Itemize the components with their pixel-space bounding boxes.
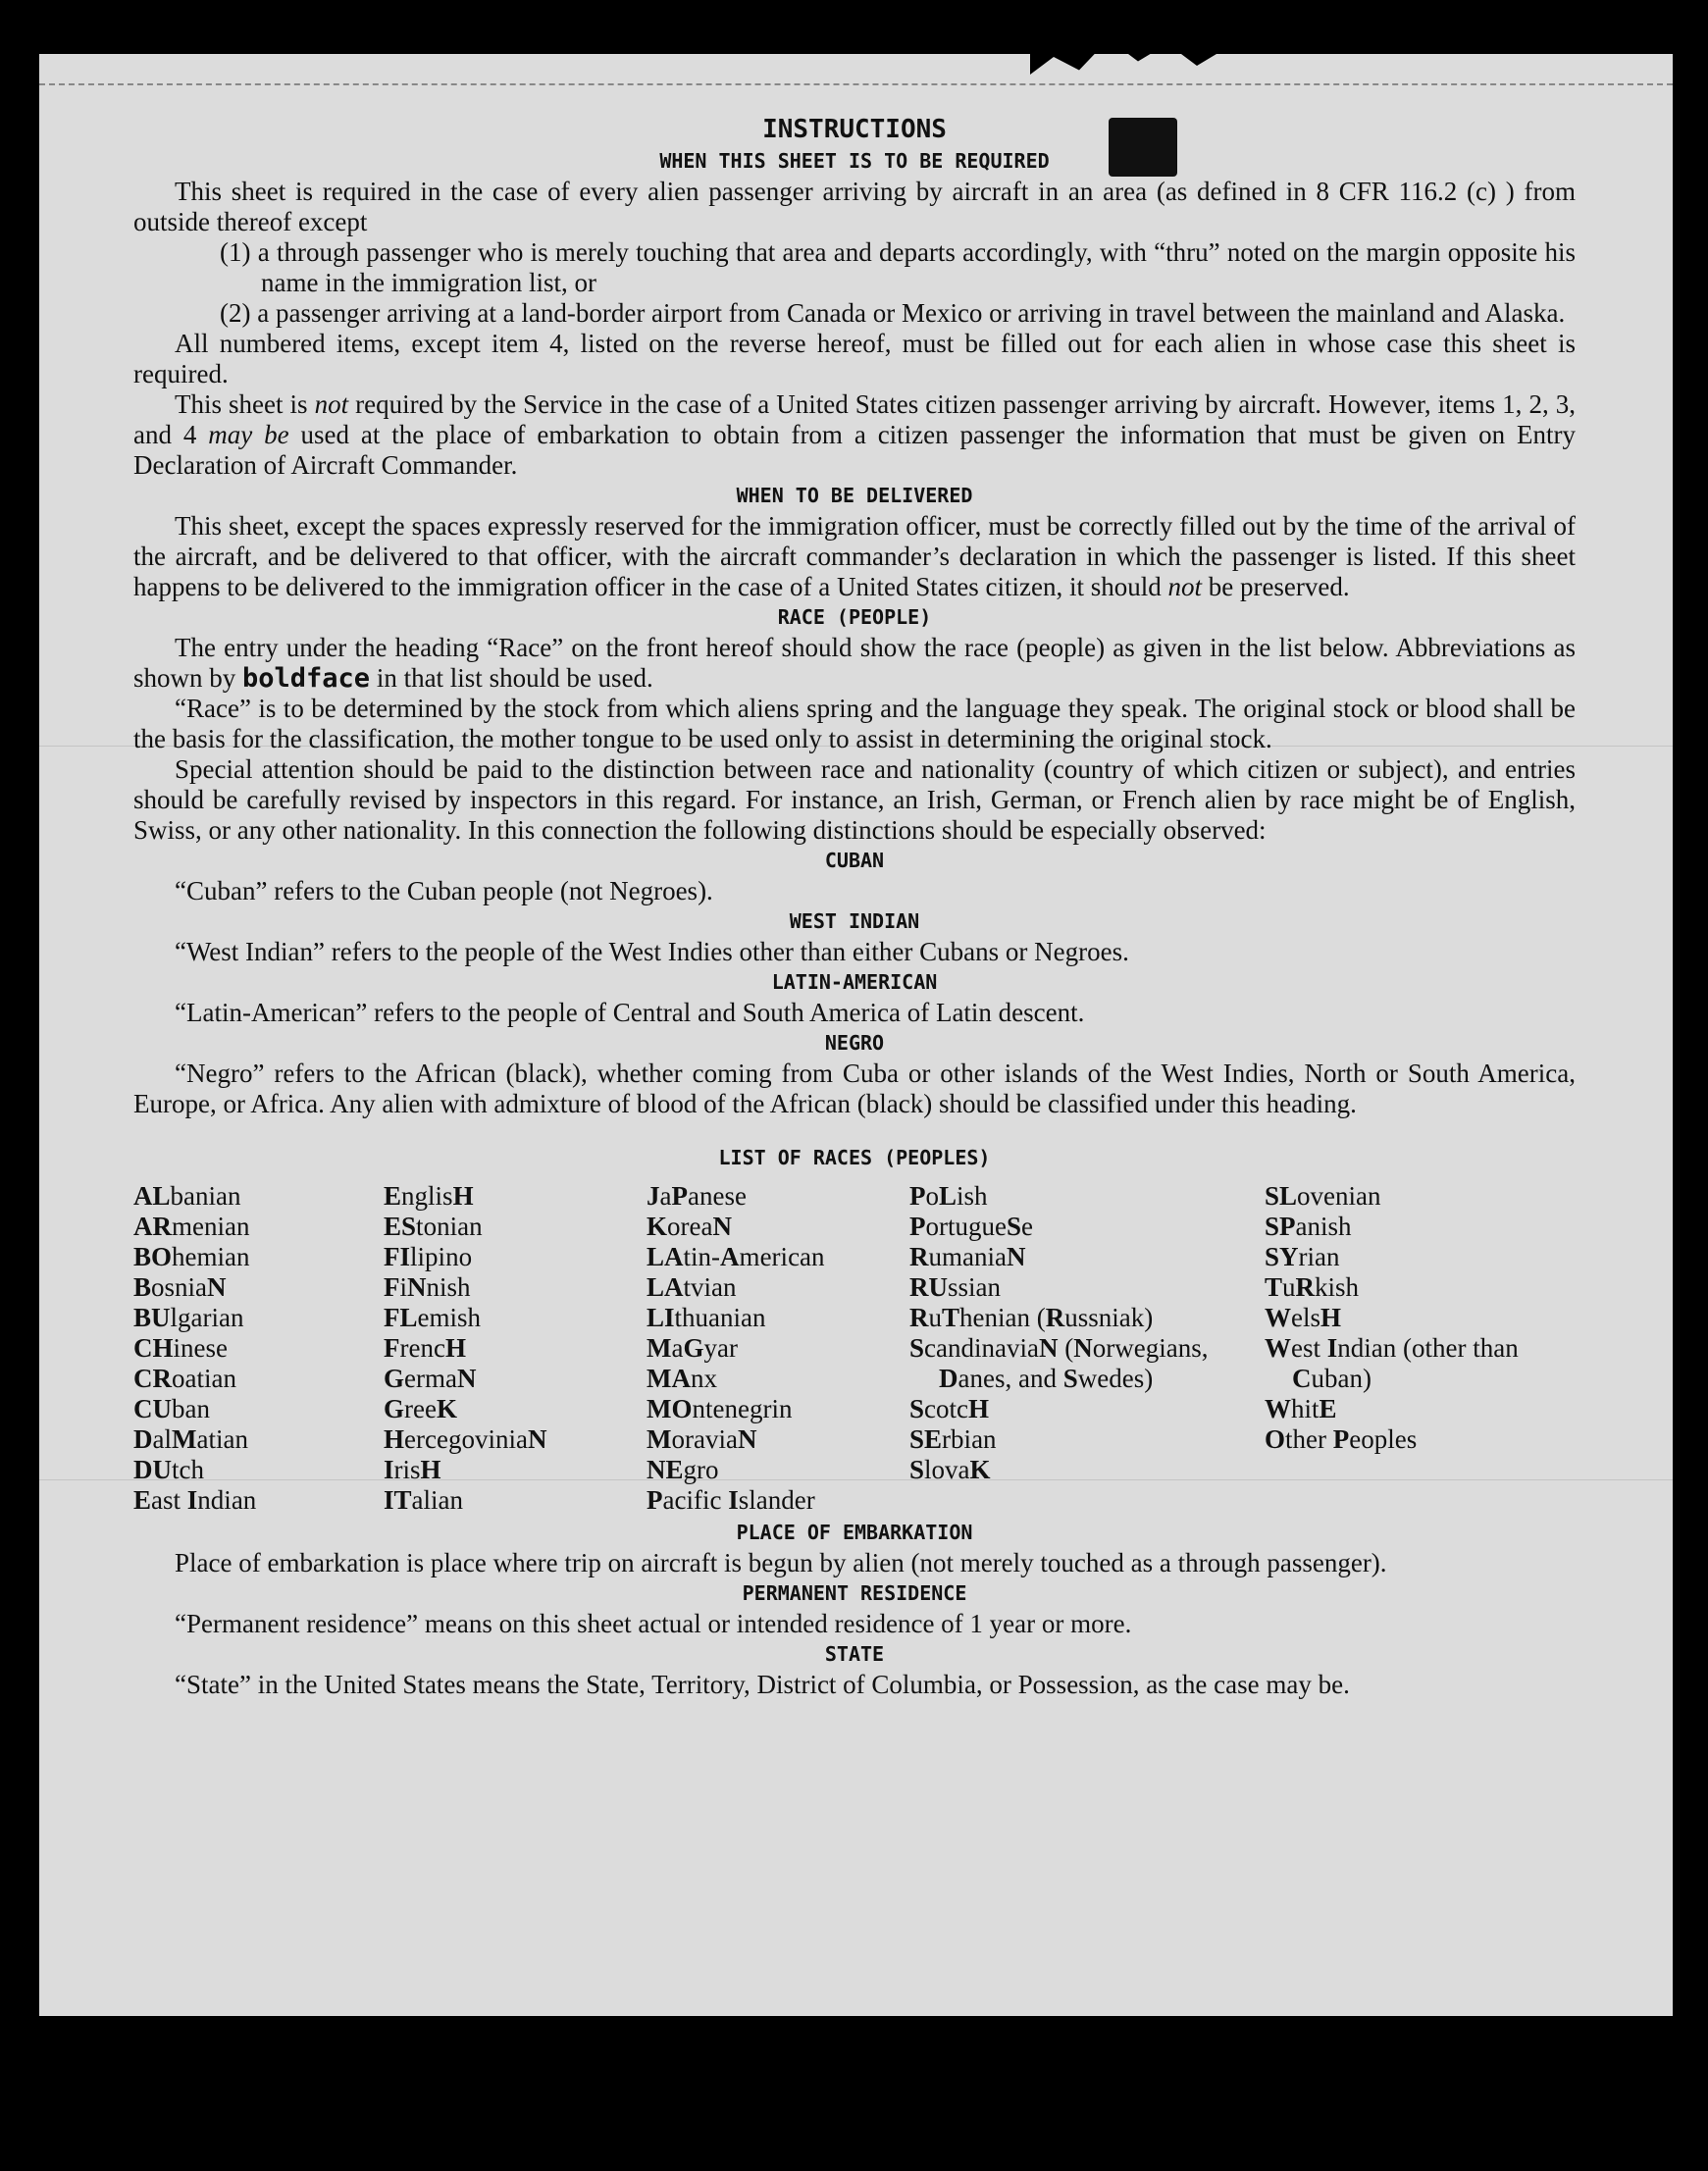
text-run: boldface <box>242 663 371 694</box>
document-sheet <box>39 54 1673 2016</box>
text-run: The entry under the heading “Race” on the front hereof should show the race (people) as given in the list below. Abbreviations as shown by <box>133 633 1576 693</box>
race-item: ScandinaviaN (Norwegians, Danes, and Swedes) <box>909 1333 1209 1393</box>
section-heading: WHEN TO BE DELIVERED <box>736 484 973 507</box>
race-item: SYrian <box>1265 1242 1340 1271</box>
race-item: SlovaK <box>909 1455 991 1484</box>
race-item: DUtch <box>133 1455 204 1484</box>
text-run: This sheet, except the spaces expressly reserved for the immigration officer, must be correctly filled out by the time of the arrival of the aircraft, and be delivered to that officer, with the aircraft commander’s declaration in which the passenger is listed. If this sheet happens to be delivered to the immigration officer in the case of a United States citizen, it should <box>133 511 1576 601</box>
text-run: not <box>314 389 349 419</box>
race-item: NEgro <box>647 1455 719 1484</box>
race-item: ScotcH <box>909 1394 990 1423</box>
race-item: LAtin-American <box>647 1242 825 1271</box>
paragraph: “Permanent residence” means on this sheet actual or intended residence of 1 year or more. <box>175 1609 1132 1638</box>
race-item: GermaN <box>384 1364 477 1393</box>
list-item: (2) a passenger arriving at a land-border airport from Canada or Mexico or arriving in travel between the mainland and Alaska. <box>220 298 1566 328</box>
race-item: PoLish <box>909 1181 988 1211</box>
race-item: MAnx <box>647 1364 717 1393</box>
race-item: HercegoviniaN <box>384 1424 547 1454</box>
text-run: required by the Service in the case of a United States citizen passenger arriving by aircraft. However, items 1, 2, 3, and 4 <box>133 389 1576 449</box>
race-item: ARmenian <box>133 1212 250 1241</box>
race-item: MoraviaN <box>647 1424 757 1454</box>
section-heading: NEGRO <box>824 1031 885 1055</box>
race-item: MOntenegrin <box>647 1394 793 1423</box>
race-item: MaGyar <box>647 1333 738 1363</box>
race-item: FLemish <box>384 1303 482 1332</box>
race-item: JaPanese <box>647 1181 747 1211</box>
race-column <box>647 1181 909 1516</box>
race-item: KoreaN <box>647 1212 732 1241</box>
text-run: This sheet is <box>175 389 315 419</box>
text-run: be preserved. <box>1201 572 1350 601</box>
race-item: BOhemian <box>133 1242 250 1271</box>
paragraph <box>133 389 1576 481</box>
section-heading: LIST OF RACES (PEOPLES) <box>718 1146 991 1169</box>
section-heading: PERMANENT RESIDENCE <box>742 1581 967 1605</box>
paragraph: “Latin-American” refers to the people of Central and South America of Latin descent. <box>175 998 1085 1027</box>
race-item: EStonian <box>384 1212 483 1241</box>
race-item: West Indian (other than Cuban) <box>1265 1333 1519 1393</box>
race-item: GreeK <box>384 1394 457 1423</box>
section-heading: LATIN-AMERICAN <box>771 970 938 994</box>
race-item: Other Peoples <box>1265 1424 1418 1454</box>
race-item: SPanish <box>1265 1212 1352 1241</box>
ink-blot <box>1109 118 1177 177</box>
paragraph: “Negro” refers to the African (black), whether coming from Cuba or other islands of the West Indies, North or South America, Europe, or Africa. Any alien with admixture of blood of the African (black) should be classified under this heading. <box>133 1059 1576 1118</box>
race-item: RuThenian (Russniak) <box>909 1303 1154 1332</box>
race-item: TuRkish <box>1265 1272 1360 1302</box>
paragraph: “Cuban” refers to the Cuban people (not Negroes). <box>175 876 713 905</box>
race-item: LIthuanian <box>647 1303 766 1332</box>
race-item: RUssian <box>909 1272 1002 1302</box>
race-item: East Indian <box>133 1485 257 1515</box>
text-run: in that list should be used. <box>370 663 653 693</box>
paragraph: “Race” is to be determined by the stock from which aliens spring and the language they speak. The original stock or blood shall be the basis for the classification, the mother tongue to be used only to assist in determining the original stock. <box>133 694 1576 753</box>
race-item: ITalian <box>384 1485 464 1515</box>
section-heading: WEST INDIAN <box>789 909 920 933</box>
race-item: IrisH <box>384 1455 441 1484</box>
race-item: FiNnish <box>384 1272 471 1302</box>
race-item: BUlgarian <box>133 1303 244 1332</box>
race-item: Pacific Islander <box>647 1485 815 1515</box>
race-item: CHinese <box>133 1333 229 1363</box>
race-list <box>133 1181 1576 1516</box>
section-heading: CUBAN <box>824 849 885 872</box>
paragraph <box>133 511 1576 602</box>
race-item: ALbanian <box>133 1181 241 1211</box>
paragraph: “West Indian” refers to the people of the West Indies other than either Cubans or Negroes. <box>175 937 1129 966</box>
paragraph: “State” in the United States means the State, Territory, District of Columbia, or Possession, as the case may be. <box>175 1670 1350 1699</box>
race-item: CUban <box>133 1394 210 1423</box>
race-item: WhitE <box>1265 1394 1337 1423</box>
list-item: (1) a through passenger who is merely touching that area and departs accordingly, with “thru” noted on the margin opposite his name in the immigration list, or <box>220 237 1576 297</box>
race-column <box>384 1181 647 1516</box>
text-run: may be <box>208 420 289 449</box>
section-heading: RACE (PEOPLE) <box>777 605 932 629</box>
paragraph: Special attention should be paid to the distinction between race and nationality (country of which citizen or subject), and entries should be carefully revised by inspectors in this regard. For instance, an Irish, German, or French alien by race might be of English, Swiss, or any other nationality. In this connection the following distinctions should be especially observed: <box>133 754 1576 845</box>
race-column <box>1265 1181 1576 1516</box>
race-item: FrencH <box>384 1333 466 1363</box>
paragraph: Place of embarkation is place where trip on aircraft is begun by alien (not merely touched as a through passenger). <box>175 1548 1387 1577</box>
section-heading: WHEN THIS SHEET IS TO BE REQUIRED <box>659 149 1050 173</box>
text-run: used at the place of embarkation to obtain from a citizen passenger the information that must be given on Entry Declaration of Aircraft Commander. <box>133 420 1577 480</box>
race-item: DalMatian <box>133 1424 248 1454</box>
race-item: PortugueSe <box>909 1212 1034 1241</box>
instructions-body <box>133 113 1576 1700</box>
page-title: INSTRUCTIONS <box>762 115 947 144</box>
race-item: LAtvian <box>647 1272 737 1302</box>
race-item: RumaniaN <box>909 1242 1026 1271</box>
race-column <box>133 1181 384 1516</box>
race-column <box>909 1181 1265 1516</box>
section-heading: PLACE OF EMBARKATION <box>736 1521 973 1544</box>
paragraph <box>133 633 1576 694</box>
section-heading: STATE <box>824 1642 885 1666</box>
race-item: WelsH <box>1265 1303 1342 1332</box>
paragraph: This sheet is required in the case of every alien passenger arriving by aircraft in an area (as defined in 8 CFR 116.2 (c) ) from outside thereof except <box>133 177 1576 236</box>
race-item: FIlipino <box>384 1242 473 1271</box>
race-item: SErbian <box>909 1424 997 1454</box>
race-item: EnglisH <box>384 1181 474 1211</box>
text-run: not <box>1167 572 1202 601</box>
race-item: CRoatian <box>133 1364 236 1393</box>
perforation-line <box>39 83 1673 85</box>
paragraph: All numbered items, except item 4, listed on the reverse hereof, must be filled out for each alien in whose case this sheet is required. <box>133 329 1576 388</box>
race-item: BosniaN <box>133 1272 227 1302</box>
race-item: SLovenian <box>1265 1181 1381 1211</box>
